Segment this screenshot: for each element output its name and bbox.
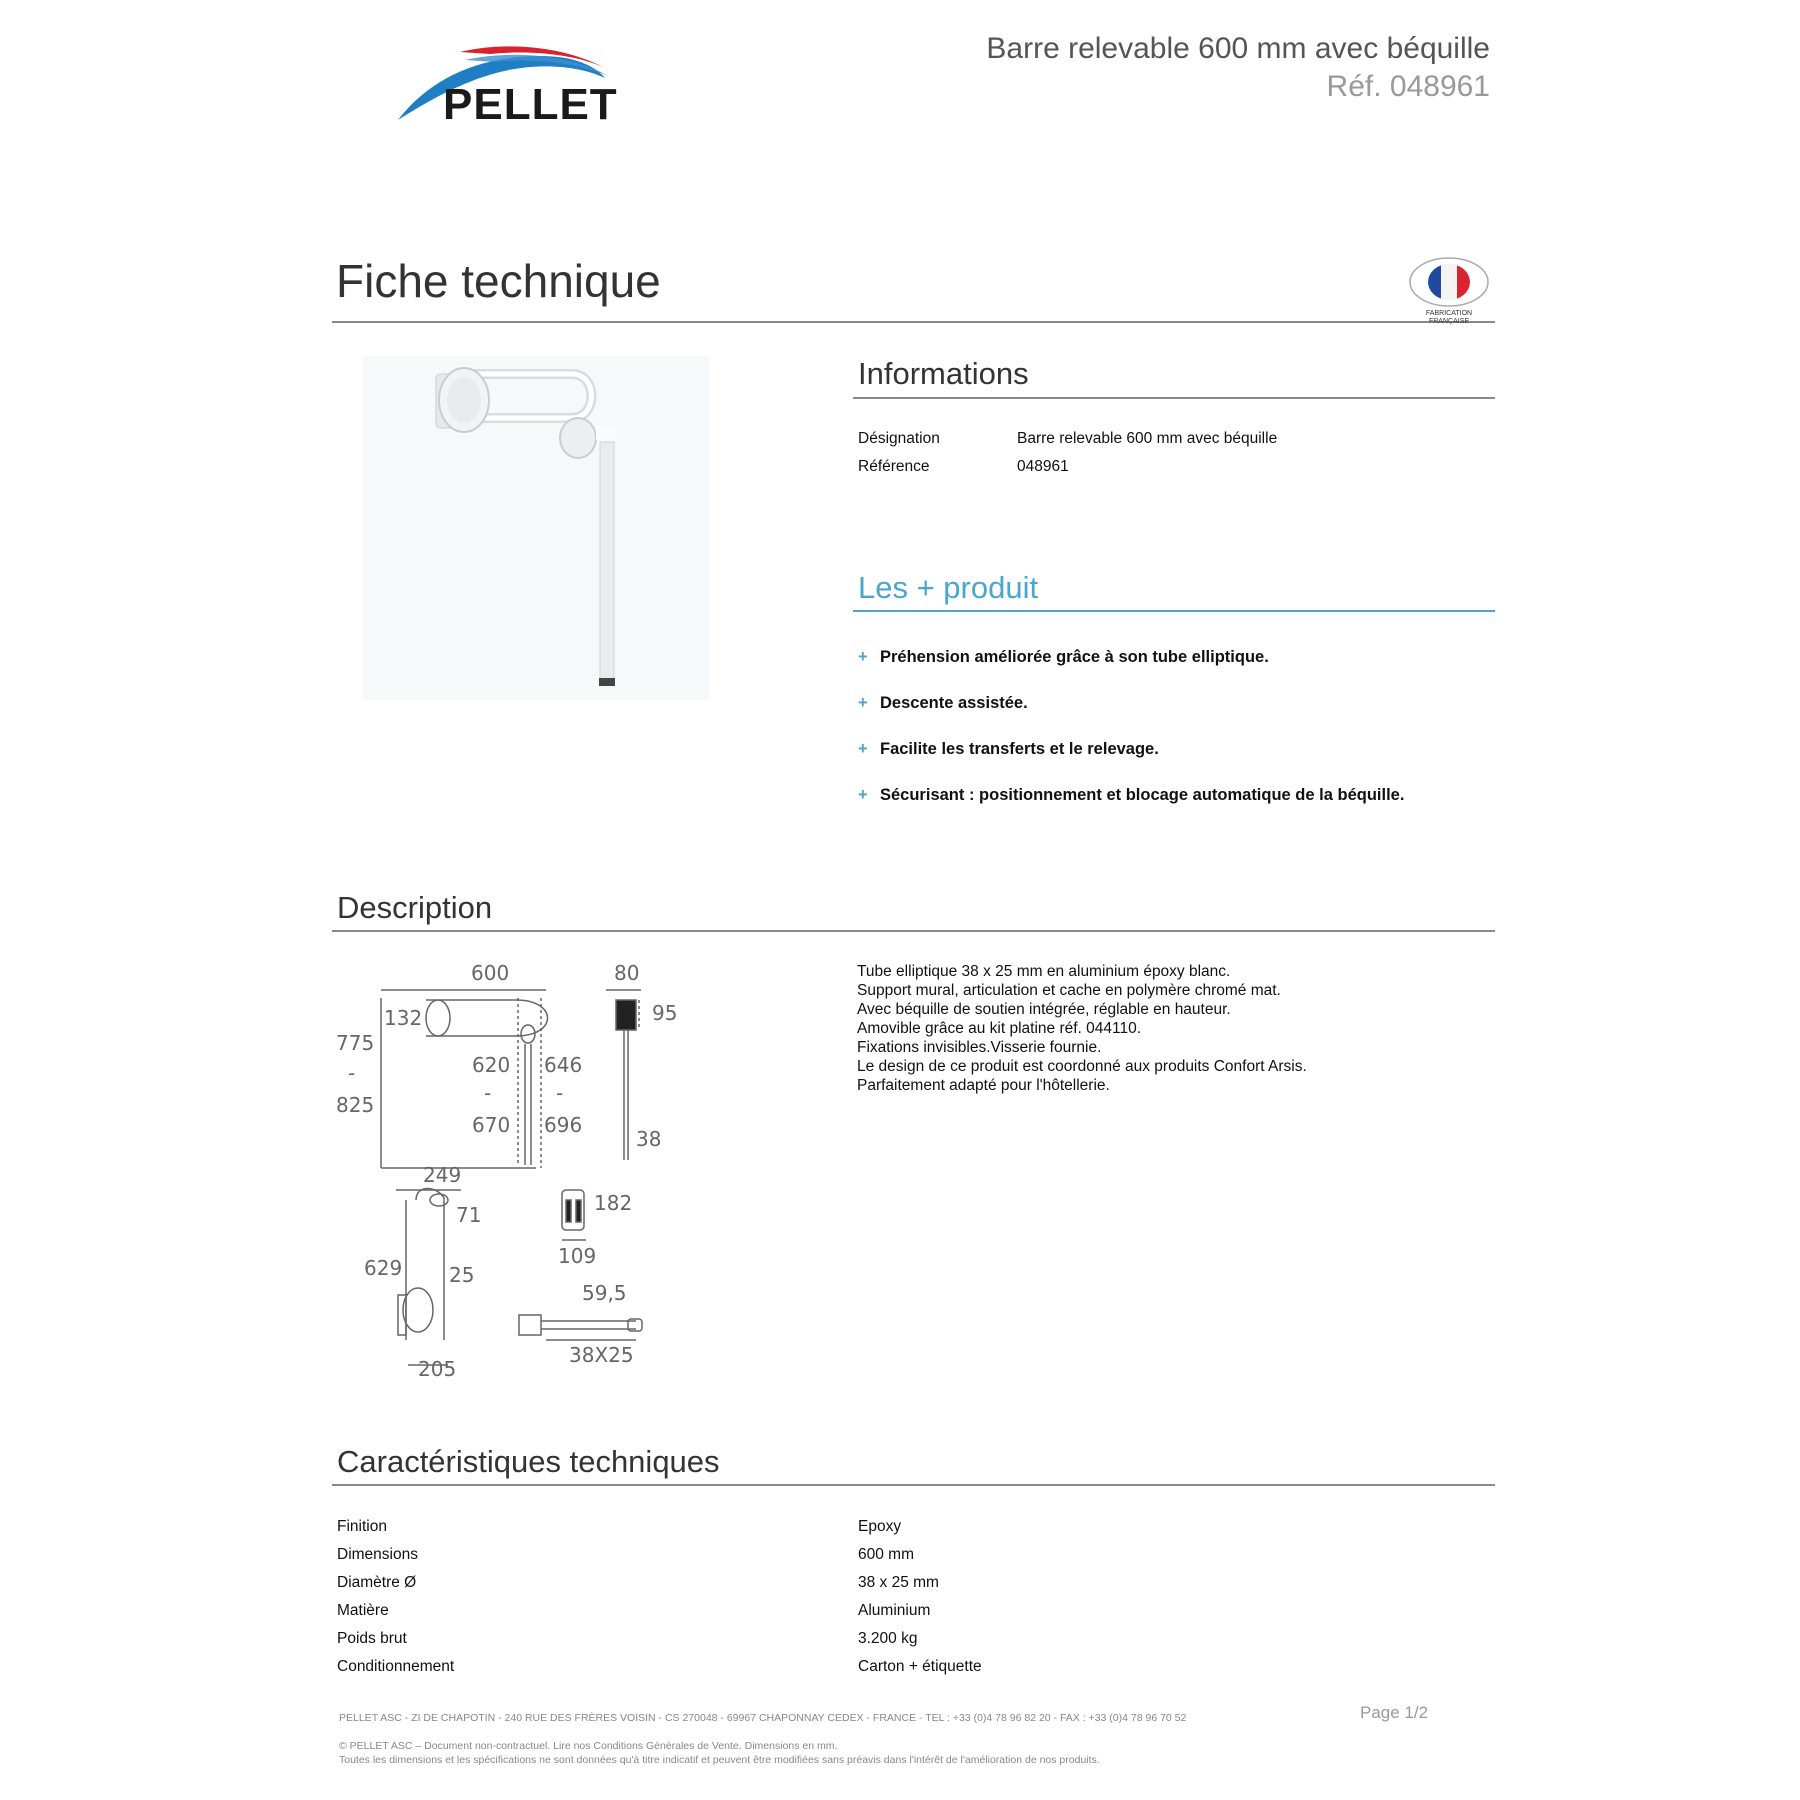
footer-legal-2: Toutes les dimensions et les spécifications ne sont données qu'à titre indicatif et peuvent être modifiées sans préavis dans l'intérêt de l'amélioration de nos produits. — [339, 1754, 1100, 1766]
description-divider — [332, 930, 1495, 932]
spec-label-poids: Poids brut — [337, 1630, 407, 1647]
benefit-item: + Descente assistée. — [858, 694, 1028, 712]
dim-71: 71 — [456, 1203, 482, 1227]
info-label-designation: Désignation — [858, 430, 940, 447]
fabrication-francaise-badge — [1408, 256, 1490, 308]
info-value-reference: 048961 — [1017, 458, 1069, 475]
product-photo — [362, 356, 710, 700]
info-value-designation: Barre relevable 600 mm avec béquille — [1017, 430, 1278, 447]
dim-132: 132 — [384, 1006, 423, 1030]
dim-620: 620 — [472, 1053, 511, 1077]
spec-value-poids: 3.200 kg — [858, 1630, 918, 1647]
spec-value-conditionnement: Carton + étiquette — [858, 1658, 982, 1675]
plus-icon: + — [858, 648, 868, 666]
dim-670: 670 — [472, 1113, 511, 1137]
dim-109: 109 — [558, 1244, 597, 1268]
dim-59-5: 59,5 — [582, 1281, 627, 1305]
plus-icon: + — [858, 694, 868, 712]
dim-80: 80 — [614, 961, 640, 985]
dim-182: 182 — [594, 1191, 633, 1215]
specs-divider — [332, 1484, 1495, 1486]
benefits-heading: Les + produit — [858, 570, 1039, 605]
footer-address: PELLET ASC - ZI DE CHAPOTIN - 240 RUE DES FRÈRES VOISIN - CS 270048 - 69967 CHAPONNAY CEDEX - FRANCE - TEL : +33 (0)4 78 96 82 20 - FAX : +33 (0)4 78 96 70 52 — [339, 1712, 1187, 1724]
dim-646: 646 — [544, 1053, 583, 1077]
dim-38: 38 — [636, 1127, 662, 1151]
dim-205: 205 — [418, 1357, 457, 1381]
informations-heading: Informations — [858, 356, 1029, 391]
dim-95: 95 — [652, 1001, 678, 1025]
dim-696: 696 — [544, 1113, 583, 1137]
dim-38x25: 38X25 — [569, 1343, 634, 1367]
dim-dash-c: - — [556, 1081, 564, 1105]
description-heading: Description — [337, 890, 493, 925]
spec-value-dimensions: 600 mm — [858, 1546, 914, 1563]
plus-icon: + — [858, 740, 868, 758]
footer-legal-1: © PELLET ASC – Document non-contractuel. Lire nos Conditions Générales de Vente. Dimensions en mm. — [339, 1740, 838, 1752]
page-title: Fiche technique — [336, 255, 661, 307]
spec-label-conditionnement: Conditionnement — [337, 1658, 455, 1675]
dim-600: 600 — [471, 961, 510, 985]
specs-heading: Caractéristiques techniques — [337, 1444, 720, 1479]
spec-label-matiere: Matière — [337, 1602, 389, 1619]
dim-dash-a: - — [348, 1061, 356, 1085]
description-text: Tube elliptique 38 x 25 mm en aluminium époxy blanc. Support mural, articulation et cache en polymère chromé mat. Avec béquille de soutien intégrée, réglable en hauteur. Amovible grâce au kit platine réf. 044110. Fixations invisibles.Visserie fournie. Le design de ce produit est coordonné aux produits Confort Arsis. Parfaitement adapté pour l'hôtellerie. — [857, 963, 1307, 1094]
spec-value-matiere: Aluminium — [858, 1602, 931, 1619]
dim-775: 775 — [336, 1031, 375, 1055]
dim-825: 825 — [336, 1093, 375, 1117]
product-title: Barre relevable 600 mm avec béquille — [986, 32, 1490, 65]
dim-629: 629 — [364, 1256, 403, 1280]
title-divider — [332, 321, 1495, 323]
informations-divider — [853, 397, 1495, 399]
spec-value-finition: Epoxy — [858, 1518, 902, 1535]
benefit-item: + Sécurisant : positionnement et blocage automatique de la béquille. — [858, 786, 1405, 804]
benefit-item: + Préhension améliorée grâce à son tube elliptique. — [858, 648, 1269, 666]
spec-label-finition: Finition — [337, 1518, 387, 1535]
spec-label-diametre: Diamètre Ø — [337, 1574, 417, 1591]
spec-value-diametre: 38 x 25 mm — [858, 1574, 939, 1591]
dimension-drawing — [336, 960, 696, 1390]
dim-25: 25 — [449, 1263, 475, 1287]
benefits-divider — [853, 610, 1495, 612]
page-number: Page 1/2 — [1360, 1703, 1429, 1722]
dim-249: 249 — [423, 1163, 462, 1187]
benefit-item: + Facilite les transferts et le relevage. — [858, 740, 1159, 758]
badge-label: FABRICATION FRANÇAISE — [1425, 310, 1473, 325]
info-label-reference: Référence — [858, 458, 930, 475]
product-reference: Réf. 048961 — [1326, 70, 1490, 103]
plus-icon: + — [858, 786, 868, 804]
spec-label-dimensions: Dimensions — [337, 1546, 418, 1563]
dim-dash-b: - — [484, 1081, 492, 1105]
brand-wordmark: PELLET — [443, 80, 618, 129]
